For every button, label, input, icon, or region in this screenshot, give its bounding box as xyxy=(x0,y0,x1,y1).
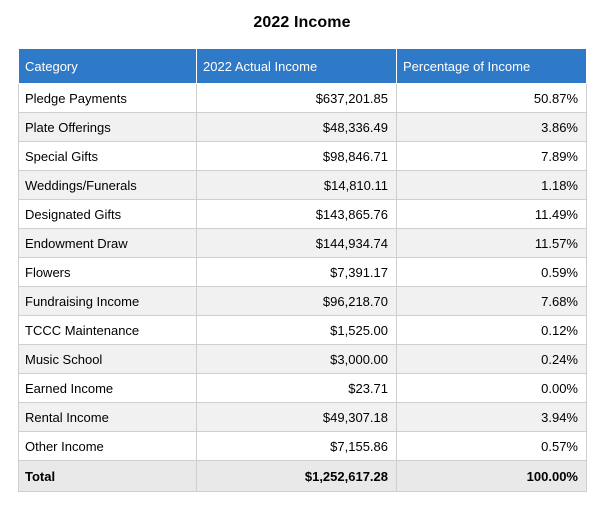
actual-income-cell: $143,865.76 xyxy=(197,200,397,229)
percentage-cell: 7.68% xyxy=(397,287,587,316)
percentage-cell: 11.49% xyxy=(397,200,587,229)
percentage-cell: 50.87% xyxy=(397,84,587,113)
percentage-cell: 11.57% xyxy=(397,229,587,258)
table-row xyxy=(19,287,587,316)
actual-income-cell: $14,810.11 xyxy=(197,171,397,200)
table-row xyxy=(19,200,587,229)
percentage-cell: 0.00% xyxy=(397,374,587,403)
percentage-cell: 0.12% xyxy=(397,316,587,345)
percentage-cell: 0.59% xyxy=(397,258,587,287)
actual-income-cell: $96,218.70 xyxy=(197,287,397,316)
actual-income-cell: $144,934.74 xyxy=(197,229,397,258)
table-row xyxy=(19,84,587,113)
actual-income-cell: $1,525.00 xyxy=(197,316,397,345)
table-row xyxy=(19,142,587,171)
actual-income-cell: $3,000.00 xyxy=(197,345,397,374)
table-row xyxy=(19,345,587,374)
actual-income-cell: $23.71 xyxy=(197,374,397,403)
actual-income-cell: $7,391.17 xyxy=(197,258,397,287)
category-cell: Rental Income xyxy=(19,403,197,432)
table-row xyxy=(19,113,587,142)
category-cell: Designated Gifts xyxy=(19,200,197,229)
total-actual-income-cell: $1,252,617.28 xyxy=(197,461,397,492)
percentage-cell: 3.94% xyxy=(397,403,587,432)
actual-income-cell: $7,155.86 xyxy=(197,432,397,461)
table-row xyxy=(19,258,587,287)
category-cell: TCCC Maintenance xyxy=(19,316,197,345)
category-cell: Plate Offerings xyxy=(19,113,197,142)
income-table xyxy=(18,48,587,492)
category-cell: Endowment Draw xyxy=(19,229,197,258)
table-row xyxy=(19,432,587,461)
percentage-cell: 0.57% xyxy=(397,432,587,461)
category-cell: Special Gifts xyxy=(19,142,197,171)
category-cell: Weddings/Funerals xyxy=(19,171,197,200)
actual-income-cell: $98,846.71 xyxy=(197,142,397,171)
total-label-cell: Total xyxy=(19,461,197,492)
actual-income-cell: $48,336.49 xyxy=(197,113,397,142)
table-row xyxy=(19,171,587,200)
actual-income-cell: $637,201.85 xyxy=(197,84,397,113)
table-row xyxy=(19,229,587,258)
table-body xyxy=(19,84,587,492)
category-cell: Earned Income xyxy=(19,374,197,403)
percentage-cell: 0.24% xyxy=(397,345,587,374)
category-cell: Flowers xyxy=(19,258,197,287)
category-cell: Fundraising Income xyxy=(19,287,197,316)
report-title: 2022 Income xyxy=(253,14,351,31)
percentage-cell: 7.89% xyxy=(397,142,587,171)
total-row xyxy=(19,461,587,492)
category-cell: Other Income xyxy=(19,432,197,461)
actual-income-cell: $49,307.18 xyxy=(197,403,397,432)
percentage-cell: 1.18% xyxy=(397,171,587,200)
table-row xyxy=(19,374,587,403)
category-cell: Pledge Payments xyxy=(19,84,197,113)
column-header-category: Category xyxy=(19,49,197,84)
category-cell: Music School xyxy=(19,345,197,374)
percentage-cell: 3.86% xyxy=(397,113,587,142)
table-row xyxy=(19,316,587,345)
column-header-percentage: Percentage of Income xyxy=(397,49,587,84)
table-header-row xyxy=(19,49,587,84)
total-percentage-cell: 100.00% xyxy=(397,461,587,492)
table-row xyxy=(19,403,587,432)
column-header-actual-income: 2022 Actual Income xyxy=(197,49,397,84)
